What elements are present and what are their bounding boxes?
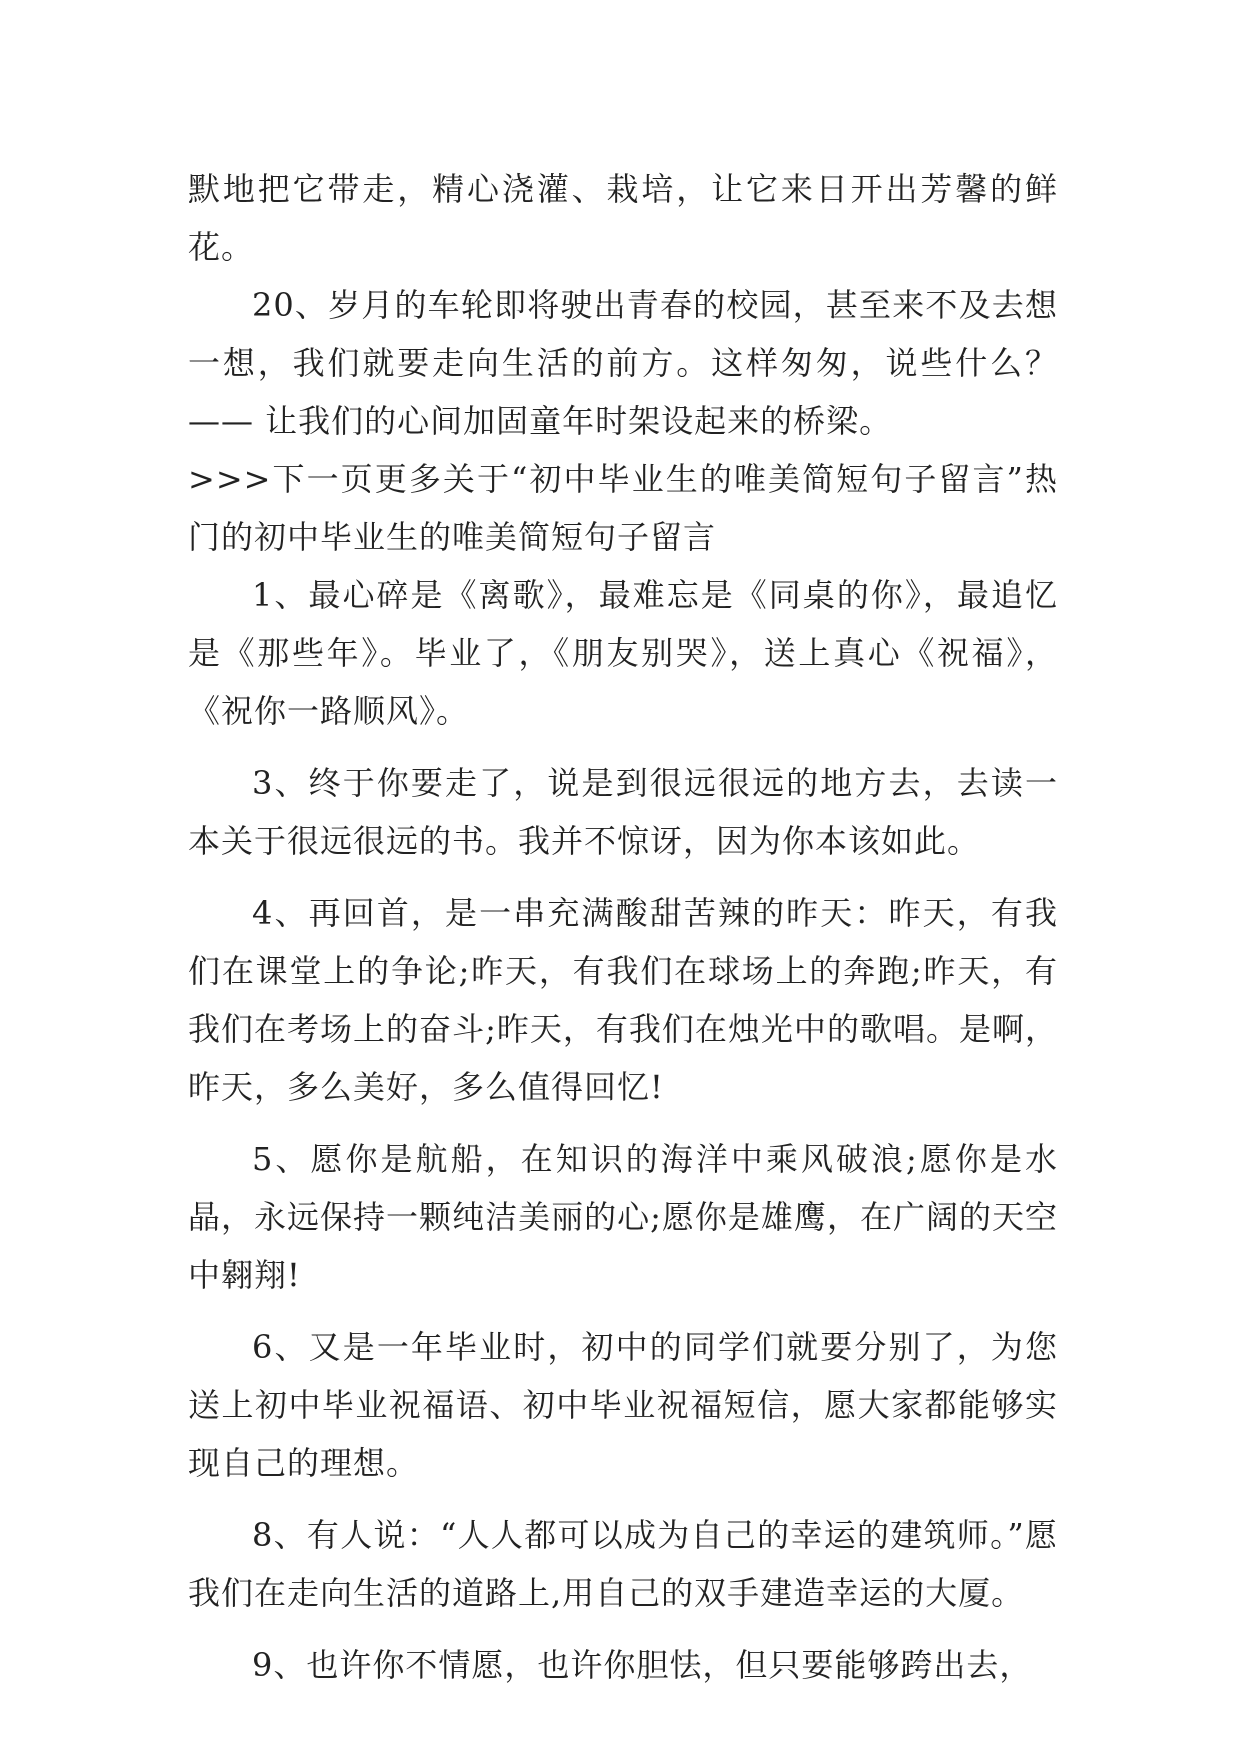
document-body (188, 160, 1058, 1694)
paragraph-5: 5、愿你是航船，在知识的海洋中乘风破浪;愿你是水晶，永远保持一颗纯洁美丽的心;愿你是雄鹰，在广阔的天空中翱翔! (188, 1140, 1058, 1294)
paragraph-4: 4、再回首，是一串充满酸甜苦辣的昨天：昨天，有我们在课堂上的争论;昨天，有我们在球场上的奔跑;昨天，有我们在考场上的奋斗;昨天，有我们在烛光中的歌唱。是啊，昨天，多么美好，多么值得回忆! (188, 894, 1058, 1106)
paragraph-continuation: 默地把它带走，精心浇灌、栽培，让它来日开出芳馨的鲜花。 (188, 170, 1058, 266)
paragraph-1: 1、最心碎是《离歌》，最难忘是《同桌的你》，最追忆是《那些年》。毕业了，《朋友别哭》，送上真心《祝福》，《祝你一路顺风》。 (188, 576, 1058, 730)
next-page-link[interactable]: >>>下一页更多关于“初中毕业生的唯美简短句子留言”热门的初中毕业生的唯美简短句子留言 (188, 460, 1058, 556)
paragraph-8: 8、有人说：“人人都可以成为自己的幸运的建筑师。”愿我们在走向生活的道路上,用自己的双手建造幸运的大厦。 (188, 1516, 1058, 1612)
paragraph-3: 3、终于你要走了，说是到很远很远的地方去，去读一本关于很远很远的书。我并不惊讶，因为你本该如此。 (188, 764, 1058, 860)
paragraph-6: 6、又是一年毕业时，初中的同学们就要分别了，为您送上初中毕业祝福语、初中毕业祝福短信，愿大家都能够实现自己的理想。 (188, 1328, 1058, 1482)
paragraph-9: 9、也许你不情愿，也许你胆怯，但只要能够跨出去， (252, 1646, 1033, 1684)
paragraph-20: 20、岁月的车轮即将驶出青春的校园，甚至来不及去想一想，我们就要走向生活的前方。这样匆匆，说些什么？—— 让我们的心间加固童年时架设起来的桥梁。 (188, 286, 1058, 440)
